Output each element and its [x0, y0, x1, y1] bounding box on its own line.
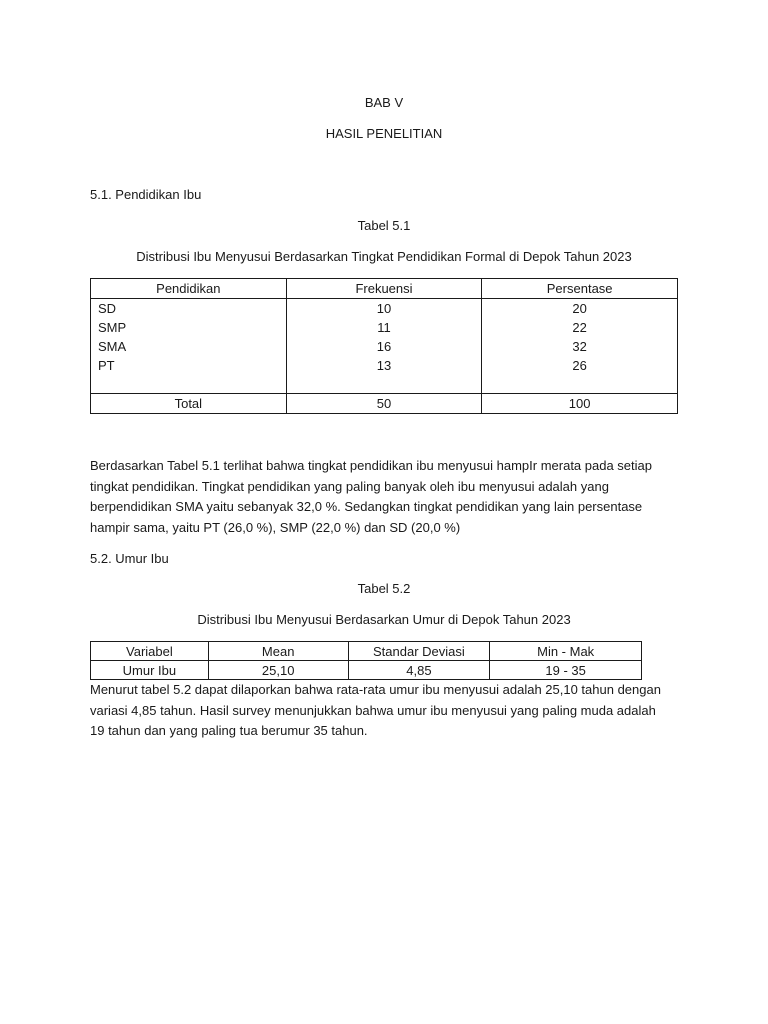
table-caption-5-1: Distribusi Ibu Menyusui Berdasarkan Tingkat Pendidikan Formal di Depok Tahun 2023	[136, 249, 632, 264]
cell-persentase: 20	[572, 301, 587, 316]
table-caption-5-2: Distribusi Ibu Menyusui Berdasarkan Umur di Depok Tahun 2023	[197, 612, 571, 627]
header-standar-deviasi: Standar Deviasi	[348, 642, 490, 661]
cell-frekuensi: 13	[376, 358, 392, 373]
frekuensi-column	[286, 299, 482, 394]
table-body-row	[91, 299, 678, 394]
cell-pendidikan: PT	[98, 358, 115, 373]
section-heading-pendidikan: 5.1. Pendidikan Ibu	[90, 187, 202, 202]
header-mean: Mean	[208, 642, 348, 661]
header-pendidikan: Pendidikan	[91, 279, 287, 299]
total-frekuensi: 50	[286, 394, 482, 414]
table-row	[91, 661, 642, 680]
cell-variabel: Umur Ibu	[91, 661, 209, 680]
cell-frekuensi: 11	[377, 320, 391, 335]
table-total-row	[91, 394, 678, 414]
table-header-row	[91, 642, 642, 661]
cell-mean: 25,10	[208, 661, 348, 680]
table-header-row	[91, 279, 678, 299]
table-label-5-1: Tabel 5.1	[357, 218, 411, 233]
header-persentase: Persentase	[482, 279, 678, 299]
table-pendidikan	[90, 278, 678, 414]
cell-pendidikan: SMA	[98, 339, 127, 354]
persentase-column	[482, 299, 678, 394]
header-variabel: Variabel	[91, 642, 209, 661]
header-min-mak: Min - Mak	[490, 642, 642, 661]
cell-min-mak: 19 - 35	[490, 661, 642, 680]
cell-pendidikan: SMP	[98, 320, 127, 335]
cell-frekuensi: 16	[376, 339, 392, 354]
section-heading-umur: 5.2. Umur Ibu	[90, 551, 169, 566]
cell-persentase: 22	[572, 320, 587, 335]
total-label: Total	[91, 394, 287, 414]
total-persentase: 100	[482, 394, 678, 414]
table-label-5-2: Tabel 5.2	[357, 581, 411, 596]
cell-standar-deviasi: 4,85	[348, 661, 490, 680]
chapter-number: BAB V	[364, 95, 404, 110]
cell-persentase: 32	[572, 339, 587, 354]
chapter-title: HASIL PENELITIAN	[325, 126, 443, 141]
header-frekuensi: Frekuensi	[286, 279, 482, 299]
pendidikan-column	[91, 299, 287, 394]
table-umur	[90, 641, 642, 680]
cell-frekuensi: 10	[376, 301, 392, 316]
paragraph-umur: Menurut tabel 5.2 dapat dilaporkan bahwa rata-rata umur ibu menyusui adalah 25,10 tahun dengan variasi 4,85 tahun. Hasil survey menunjukkan bahwa umur ibu menyusui yang paling muda adalah 19 tahun dan yang paling tua berumur 35 tahun.	[90, 682, 661, 738]
cell-persentase: 26	[572, 358, 587, 373]
cell-pendidikan: SD	[98, 301, 117, 316]
paragraph-pendidikan: Berdasarkan Tabel 5.1 terlihat bahwa tingkat pendidikan ibu menyusui hampIr merata pada setiap tingkat pendidikan. Tingkat pendidikan yang paling banyak oleh ibu menyusui adalah yang berpendidikan SMA yaitu sebanyak 32,0 %. Sedangkan tingkat pendidikan yang lain persentase hampir sama, yaitu PT (26,0 %), SMP (22,0 %) dan SD (20,0 %)	[90, 458, 652, 535]
